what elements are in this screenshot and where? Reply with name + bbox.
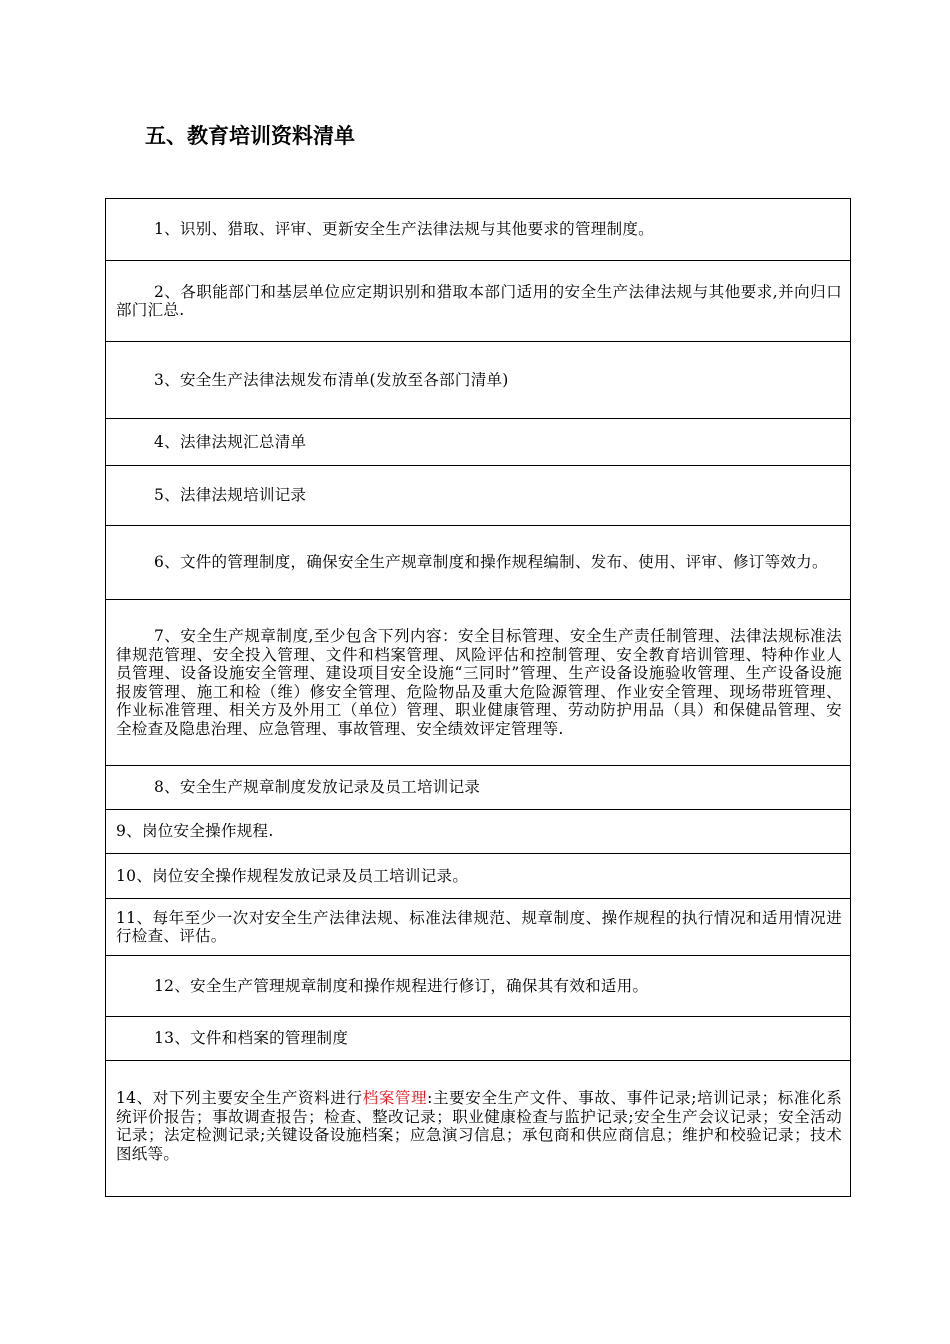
table-cell-item-2: 2、各职能部门和基层单位应定期识别和猎取本部门适用的安全生产法律法规与其他要求,并向归口部门汇总. <box>106 261 851 342</box>
table-cell-item-9: 9、岗位安全操作规程. <box>106 810 851 854</box>
table-row <box>106 199 851 261</box>
archive-management-highlight: 档案管理 <box>362 1089 428 1107</box>
table-cell-item-11: 11、每年至少一次对安全生产法律法规、标准法律规范、规章制度、操作规程的执行情况和适用情况进行检查、评估。 <box>106 899 851 956</box>
table-cell-item-8: 8、安全生产规章制度发放记录及员工培训记录 <box>106 766 851 810</box>
table-cell-item-5: 5、法律法规培训记录 <box>106 466 851 526</box>
table-cell-item-14 <box>106 1061 851 1197</box>
table-row <box>106 810 851 854</box>
table-row <box>106 1061 851 1197</box>
table-row <box>106 342 851 419</box>
table-row <box>106 466 851 526</box>
page-title: 五、教育培训资料清单 <box>145 124 355 148</box>
table-row <box>106 1017 851 1061</box>
table-row <box>106 419 851 466</box>
table-row <box>106 600 851 766</box>
table-cell-item-6: 6、文件的管理制度，确保安全生产规章制度和操作规程编制、发布、使用、评审、修订等效力。 <box>106 526 851 600</box>
table-cell-item-10: 10、岗位安全操作规程发放记录及员工培训记录。 <box>106 854 851 899</box>
table-cell-item-3: 3、安全生产法律法规发布清单(发放至各部门清单) <box>106 342 851 419</box>
item-14-text-before: 14、对下列主要安全生产资料进行 <box>116 1089 363 1107</box>
table-row <box>106 261 851 342</box>
item-14-text-after: :主要安全生产文件、事故、事件记录;培训记录；标准化系统评价报告；事故调查报告；检查、整改记录；职业健康检查与监护记录;安全生产会议记录；安全活动记录；法定检测记录;关键设备设施档案；应急演习信息；承包商和供应商信息；维护和校验记录；技术图纸等。 <box>116 1089 843 1163</box>
table-row <box>106 854 851 899</box>
table-cell-item-4: 4、法律法规汇总清单 <box>106 419 851 466</box>
table-cell-item-1: 1、识别、猎取、评审、更新安全生产法律法规与其他要求的管理制度。 <box>106 199 851 261</box>
table-row <box>106 956 851 1017</box>
table-cell-item-12: 12、安全生产管理规章制度和操作规程进行修订，确保其有效和适用。 <box>106 956 851 1017</box>
table-cell-item-13: 13、文件和档案的管理制度 <box>106 1017 851 1061</box>
table-cell-item-7: 7、安全生产规章制度,至少包含下列内容：安全目标管理、安全生产责任制管理、法律法规标准法律规范管理、安全投入管理、文件和档案管理、风险评估和控制管理、安全教育培训管理、特种作业人员管理、设备设施安全管理、建设项目安全设施“三同时”管理、生产设备设施验收管理、生产设备设施报废管理、施工和检（维）修安全管理、危险物品及重大危险源管理、作业安全管理、现场带班管理、作业标准管理、相关方及外用工（单位）管理、职业健康管理、劳动防护用品（具）和保健品管理、安全检查及隐患治理、应急管理、事故管理、安全绩效评定管理等. <box>106 600 851 766</box>
document-table <box>105 198 851 1197</box>
table-row <box>106 526 851 600</box>
table-row <box>106 899 851 956</box>
table-row <box>106 766 851 810</box>
